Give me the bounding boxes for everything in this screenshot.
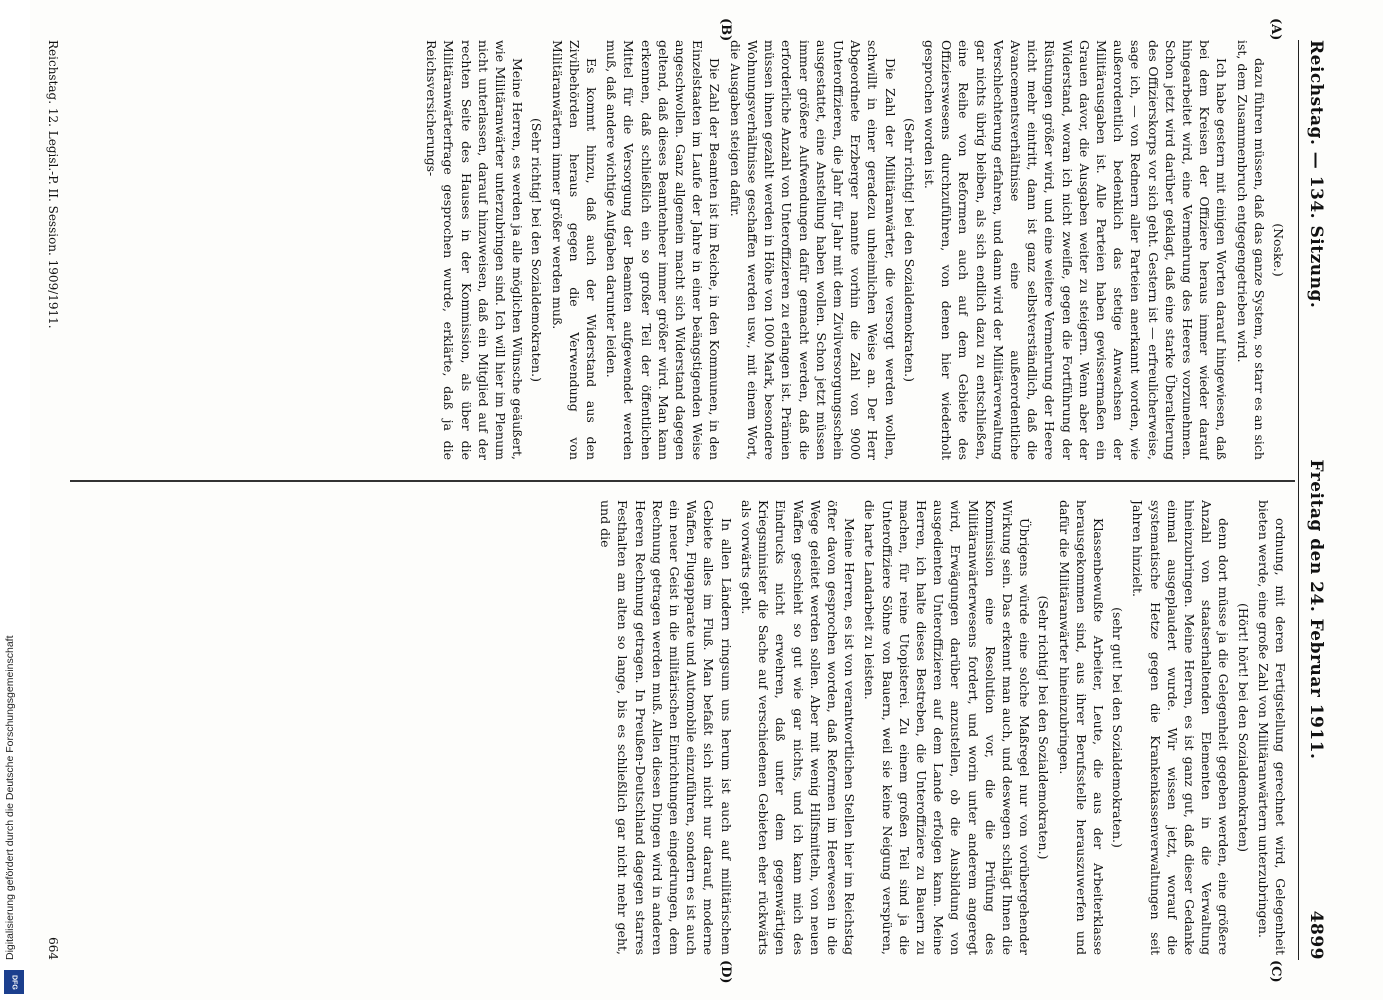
paragraph: In allen Ländern ringsum uns herum ist auch auf militärischem Gebiete alles im Fluß. Man befaßt sich nicht nur darauf, moderne Waffen, Flugapparate und Automobile einzuführen, sondern es ist auch ein neuer Geist in die militärischen Einrichtungen eingedrungen, dem Rechnung getragen werden muß. Allen diesen Dingen wird in anderen Heeren Rechnung getragen. In Preußen-Deutschland dagegen starres Festhalten am alten so lange, bis es schließlich gar nicht mehr geht, und die bbox=[598, 500, 734, 955]
column-divider bbox=[70, 480, 1295, 482]
page-number: 4899 bbox=[1306, 910, 1326, 960]
paragraph: dazu führen müssen, daß das ganze System, so starr es an sich ist, dem Zusammenbruch entgegengetrieben wird. bbox=[1234, 40, 1267, 460]
paragraph: denn dort müsse ja die Gelegenheit gegeben werden, eine größere Anzahl von staatserhaltenden Elementen in die Verwaltung hineinzubringen. Meine Herren, es ist ganz gut, daß dieser Gedanke einmal ausgeplaudert wurde. Wir wissen jetzt, worauf die systematische Hetze gegen die Krankenkassenverwaltungen seit Jahren hinzielt. bbox=[1130, 500, 1232, 955]
dfg-logo: DFG bbox=[4, 970, 24, 994]
interjection: (Sehr richtig! bei den Sozialdemokraten.) bbox=[529, 118, 545, 382]
rotated-page-content bbox=[30, 0, 1353, 1000]
paragraph: Übrigens würde eine solche Maßregel nur von vorübergehender Wirkung sein. Das erkennt man auch, und deswegen schlägt Ihnen die Kommission eine Resolution vor, die die Prüfung des Militäranwärterwesens fordert, und worin unter anderem angeregt wird, Erwägungen darüber anzustellen, ob die Ausbildung von ausgedienten Unteroffizieren auf dem Lande erfolgen kann. Meine Herren, ich halte dieses Bestreben, die Unteroffiziere zu Bauern zu machen, für reine Utopisterei. Zu einem großen Teil sind ja die Unteroffiziere Söhne von Bauern, weil sie keine Neigung verspüren, die harte Landarbeit zu leisten. bbox=[862, 500, 1033, 955]
margin-marker-c: (C) bbox=[1268, 960, 1283, 983]
header-date: Freitag den 24. Februar 1911. bbox=[1306, 459, 1326, 760]
footer-number: 664 bbox=[46, 937, 60, 960]
paragraph: Die Zahl der Beamten ist im Reiche, in den Kommunen, in den Einzelstaaten im Laufe der Jahre in einer beängstigenden Weise angeschwollen. Ganz allgemein macht sich Widerstand dagegen geltend, daß dieses Beamtenheer immer größer wird. Man kann erkennen, daß schließlich ein so großer Teil der öffentlichen Mittel für die Versorgung der Beamten aufgewendet werden muß, daß andere wichtige Aufgaben darunter leiden. bbox=[604, 40, 723, 460]
right-column bbox=[70, 500, 1289, 955]
margin-marker-b: (B) bbox=[718, 18, 733, 42]
paragraph: Die Zahl der Militäranwärter, die versorgt werden wollen, schwillt in einer geradezu unheimlichen Weise an. Der Herr Abgeordnete Erzberger nannte vorhin die Zahl von 9000 Unteroffizieren, die Jahr für Jahr mit dem Zivilversorgungsschein ausgestattet, eine Anstellung haben wollen. Schon jetzt müssen immer größere Aufwendungen dafür gemacht werden, daß die erforderliche Anzahl von Unteroffizieren zu erlangen ist. Prämien müssen ihnen gezahlt werden in Höhe von 1000 Mark, besondere Wohnungsverhältnisse geschaffen werden usw., mit einem Wort, die Ausgaben steigen dafür. bbox=[727, 40, 898, 460]
paragraph: Es kommt hinzu, daß auch der Widerstand aus den Zivilbehörden heraus gegen die Verwendung von Militäranwärtern immer größer werden muß. bbox=[549, 40, 600, 460]
paragraph: Ich habe gestern mit einigen Worten darauf hingewiesen, daß bei dem Kreisen der Offiziere heraus immer wieder darauf hingearbeitet wird, eine Vermehrung des Heeres vorzunehmen. Schon jetzt wird darüber geklagt, daß eine starke Überalterung des Offizierskorps vor sich geht. Gestern ist — erfreulicherweise, sage ich, — von Rednern aller Parteien anerkannt worden, wie außerordentlich bedenklich das stetige Anwachsen der Militärausgaben ist. Alle Parteien haben gewissermaßen ein Grauen davor, die Ausgaben weiter zu steigern. Wenn aber der Widerstand, woran ich nicht zweifle, gegen die Fortführung der Rüstungen größer wird, und eine weitere Vermehrung der Heere nicht mehr eintritt, dann ist ganz selbstverständlich, daß die Avancementsverhältnisse eine außerordentliche Verschlechterung erfahren, und dann wird der Militärverwaltung gar nichts übrig bleiben, als sich endlich dazu zu entschließen, eine Reihe von Reformen auch auf dem Gebiete des Offizierswesens durchzuführen, von denen hier wiederholt gesprochen worden ist. bbox=[921, 40, 1230, 460]
speaker-name: (Noske.) bbox=[1271, 223, 1286, 277]
interjection: (Sehr richtig! bei den Sozialdemokraten.) bbox=[1036, 595, 1052, 860]
page-footer bbox=[38, 40, 60, 960]
digitization-sidebar bbox=[0, 0, 30, 1000]
interjection: (Hört! hört! bei den Sozialdemokraten) bbox=[1235, 603, 1251, 852]
footer-source: Reichstag. 12. Legisl.-P. II. Session. 1909/1911. bbox=[46, 40, 60, 329]
scanned-page bbox=[30, 0, 1383, 1000]
margin-marker-d: (D) bbox=[718, 960, 733, 984]
left-column bbox=[70, 40, 1289, 460]
interjection: (sehr gut! bei den Sozialdemokraten.) bbox=[1110, 607, 1126, 848]
header-session: Reichstag. — 134. Sitzung. bbox=[1306, 40, 1326, 309]
paragraph: Meine Herren, es werden ja alle möglichen Wünsche geäußert, wie Militäranwärter unterzubringen sind. Ich will hier im Plenum nicht unterlassen, darauf hinzuweisen, daß ein Mitglied auf der rechten Seite des Hauses in der Kommission, als über die Militäranwärterfrage gesprochen wurde, erklärte, daß ja die Reichsversicherungs- bbox=[424, 40, 526, 460]
interjection: (Sehr richtig! bei den Sozialdemokraten.) bbox=[901, 118, 917, 382]
digitization-credit: Digitalisierung gefördert durch die Deutsche Forschungsgemeinschaft bbox=[4, 635, 16, 960]
paragraph: ordnung, mit deren Fertigstellung gerechnet wird, Gelegenheit bieten werde, eine große Zahl von Militäranwärtern unterzubringen. bbox=[1255, 500, 1288, 955]
page-header bbox=[1298, 40, 1333, 960]
margin-marker-a: (A) bbox=[1268, 18, 1283, 41]
paragraph: Meine Herren, es ist von verantwortlichen Stellen hier im Reichstag öfter davon gesprochen worden, daß Reformen im Heerwesen in die Wege geleitet werden sollen. Aber mit wenig Hilfsmitteln, von neuen Waffen geschieht so gut wie gar nichts, und ich kann mich des Eindrucks nicht erwehren, daß unter dem gegenwärtigen Kriegsminister die Sache auf verschiedenen Gebieten eher rückwärts als vorwärts geht. bbox=[738, 500, 858, 955]
paragraph: Klassenbewußte Arbeiter, Leute, die aus der Arbeiterklasse herausgekommen sind, aus ihrer Berufsstelle herauszuwerfen und dafür die Militäranwärter hineinzubringen. bbox=[1056, 500, 1106, 955]
